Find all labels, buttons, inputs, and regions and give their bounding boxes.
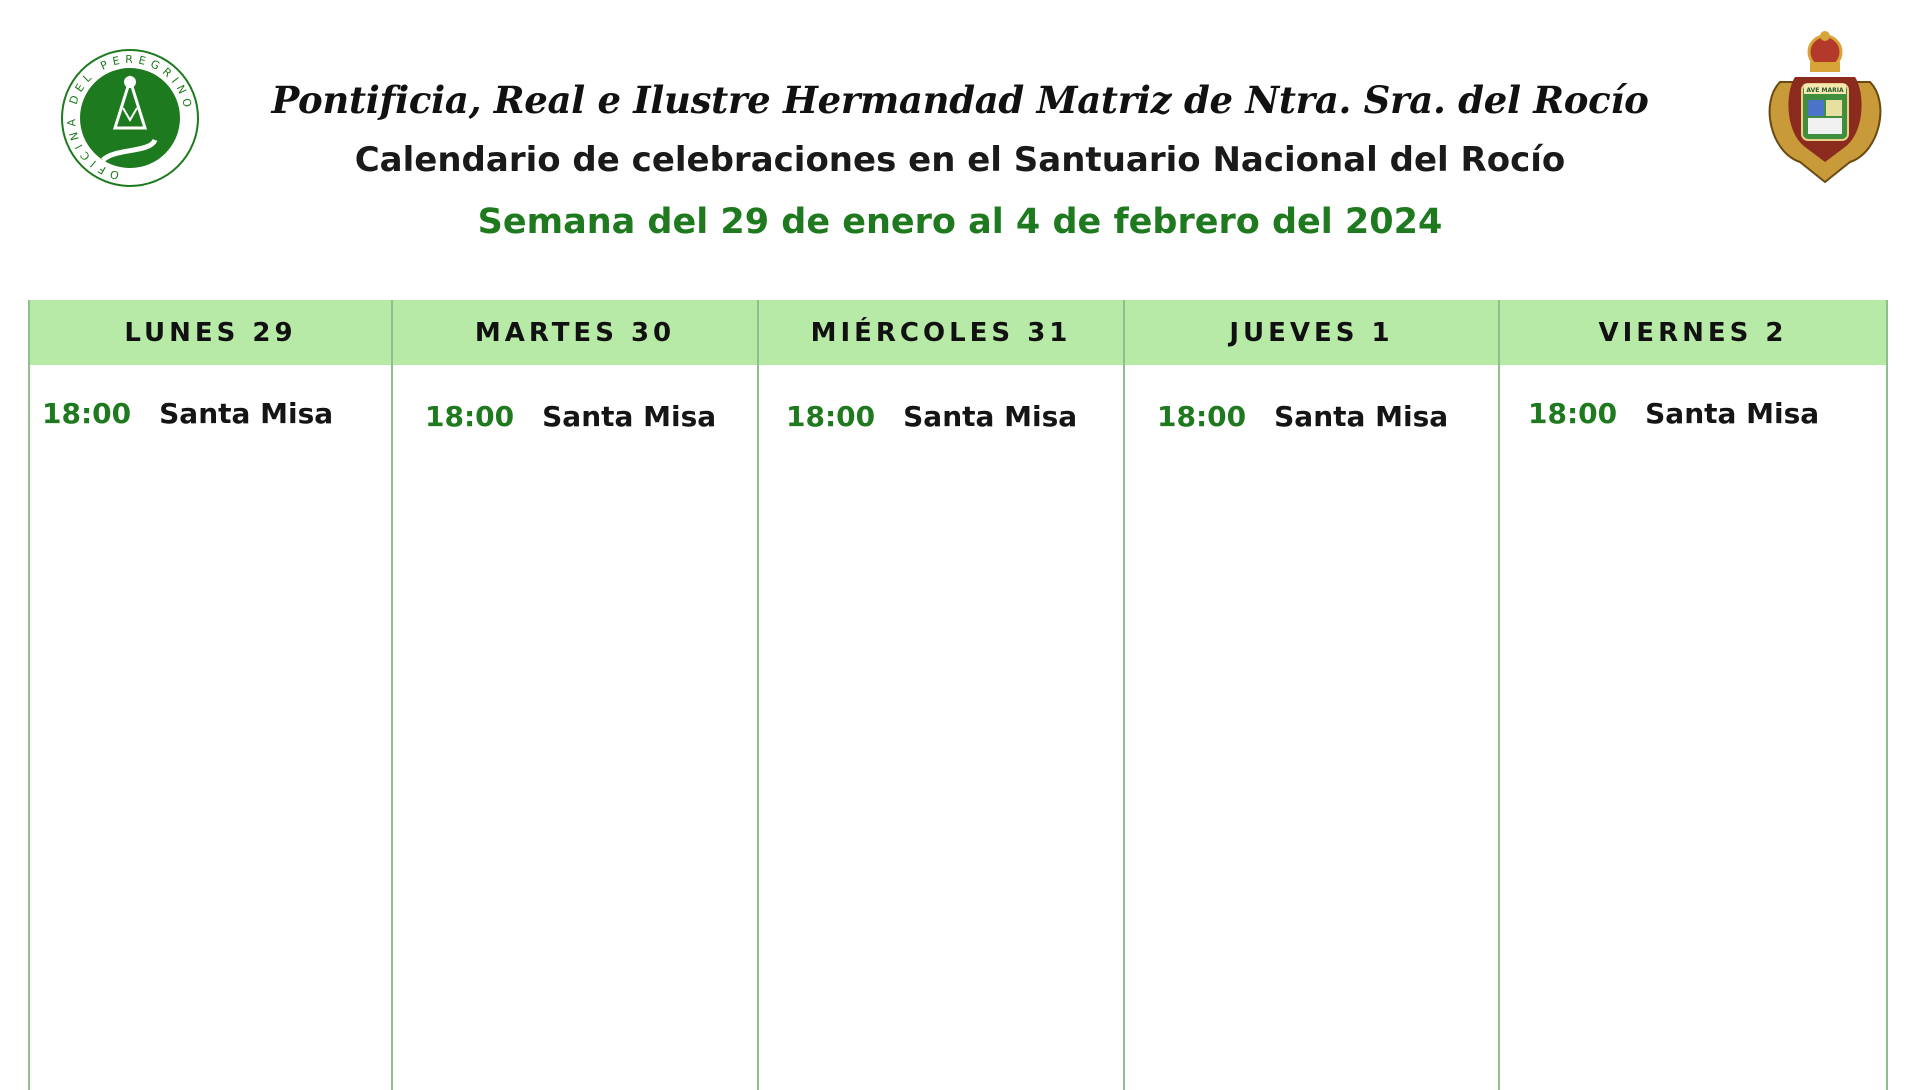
day-header: LUNES 29: [30, 300, 391, 365]
event-time: 18:00: [425, 400, 515, 433]
day-header: VIERNES 2: [1500, 300, 1886, 365]
brotherhood-title: Pontificia, Real e Ilustre Hermandad Matriz de Ntra. Sra. del Rocío: [271, 78, 1649, 122]
event-item: [42, 397, 333, 430]
day-column-monday: [30, 300, 393, 1090]
week-range: Semana del 29 de enero al 4 de febrero del 2024: [477, 202, 1443, 242]
event-time: 18:00: [1157, 400, 1247, 433]
event-item: [425, 400, 716, 433]
event-time: 18:00: [786, 400, 876, 433]
day-header: MIÉRCOLES 31: [759, 300, 1123, 365]
event-item: [1157, 400, 1448, 433]
day-column-wednesday: [759, 300, 1125, 1090]
event-name: Santa Misa: [542, 400, 717, 433]
event-name: Santa Misa: [159, 397, 334, 430]
day-header: JUEVES 1: [1125, 300, 1498, 365]
event-name: Santa Misa: [903, 400, 1078, 433]
day-column-tuesday: [393, 300, 759, 1090]
event-name: Santa Misa: [1274, 400, 1449, 433]
event-time: 18:00: [42, 397, 132, 430]
event-name: Santa Misa: [1645, 397, 1820, 430]
coat-of-arms-motto: AVE MARIA: [1806, 87, 1844, 94]
seal-ring-text: OFICINA DEL PEREGRINO: [64, 52, 195, 182]
event-item: [1528, 397, 1819, 430]
event-time: 18:00: [1528, 397, 1618, 430]
week-calendar: [28, 300, 1888, 1090]
day-column-thursday: [1125, 300, 1500, 1090]
day-column-friday: [1500, 300, 1886, 1090]
event-item: [786, 400, 1077, 433]
day-header: MARTES 30: [393, 300, 757, 365]
calendar-subtitle: Calendario de celebraciones en el Santuario Nacional del Rocío: [354, 140, 1566, 180]
